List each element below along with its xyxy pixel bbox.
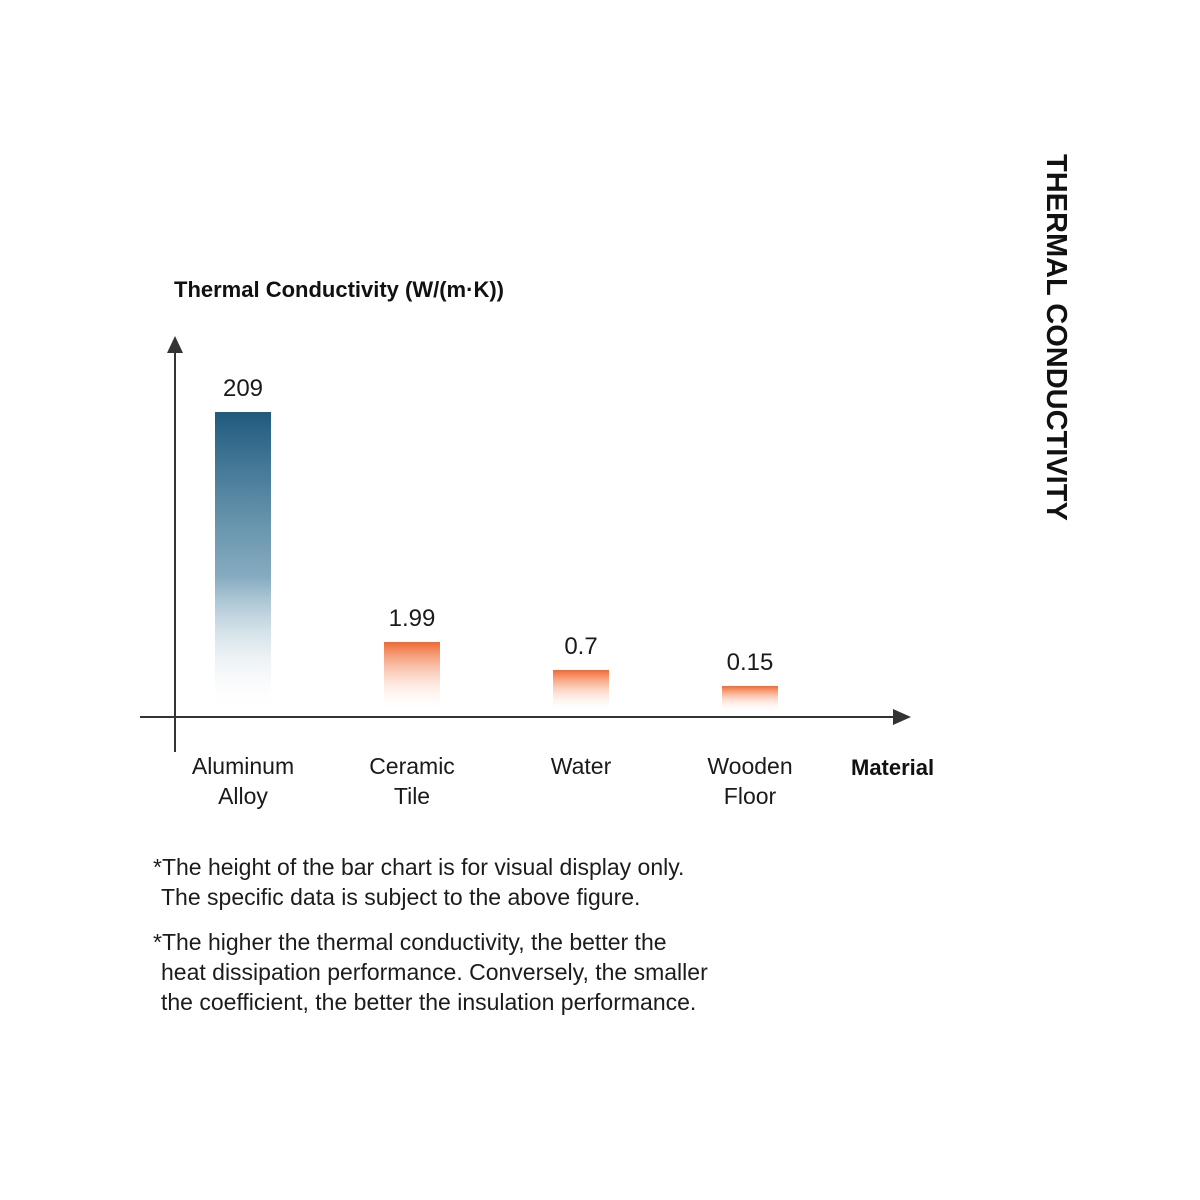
value-label: 209 [222,375,264,402]
category-label: Tile [393,783,431,809]
note-line: *The higher the thermal conductivity, the better the [153,929,667,955]
note-line: The specific data is subject to the above figure. [161,884,641,910]
bar-ceramic-tile [384,642,440,712]
category-label: Wooden [707,753,793,779]
category-label: Alloy [218,783,268,809]
note-line: *The height of the bar chart is for visual display only. [153,854,685,880]
category-label: Aluminum [191,753,295,779]
value-label: 0.7 [564,633,598,660]
bar-wooden-floor [722,686,778,712]
side-title: THERMAL CONDUCTIVITY [1040,154,1072,521]
x-axis-arrow-icon [893,709,911,725]
note-line: the coefficient, the better the insulation performance. [161,989,697,1015]
note-visual-display [153,852,813,912]
category-label: Floor [723,783,777,809]
bar-aluminum-alloy [215,412,271,712]
value-label: 1.99 [388,605,436,632]
category-label: Water [550,753,612,779]
y-axis-arrow-icon [167,336,183,353]
note-line: heat dissipation performance. Conversely, the smaller [161,959,708,985]
x-axis-title: Material [851,755,935,780]
bar-water [553,670,609,712]
note-conductivity-meaning [153,927,813,1017]
y-axis-title: Thermal Conductivity (W/(m·K)) [174,277,504,302]
value-label: 0.15 [726,649,774,676]
category-label: Ceramic [369,753,455,779]
